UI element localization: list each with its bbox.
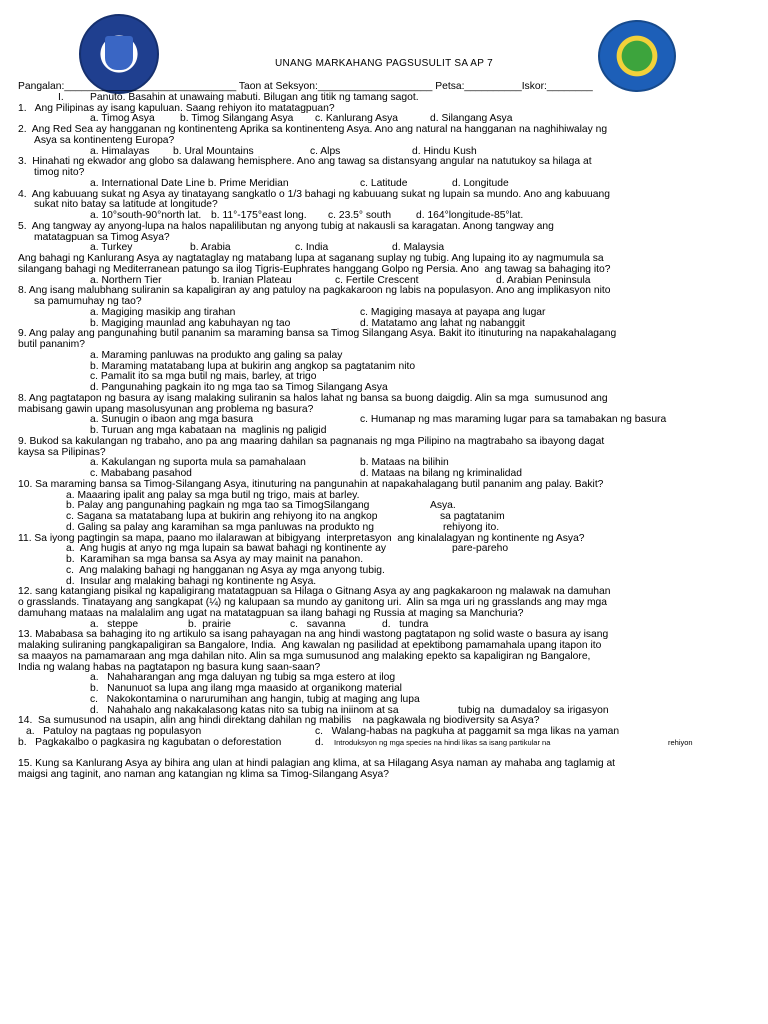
text-line (18, 93, 758, 104)
text-segment: c. Latitude (360, 177, 408, 189)
text-segment: a. Ang hugis at anyo ng mga lupain sa bawat bahagi ng kontinente ay (66, 543, 387, 555)
text-segment: malaking suliraning pangkapaligiran sa Bangalore, India. Ang kawalan ng pasilidad at epektibong pamamahala upang itapon ito (18, 640, 602, 651)
text-segment: d. Arabian Peninsula (496, 274, 591, 286)
text-segment: d. Insular ang malaking bahagi ng kontinente ng Asya. (66, 575, 317, 587)
text-segment: damuhang mataas na malalalim ang ugat na matatagpuan sa ilang bahagi ng Russia at maging sa Manchuria? (18, 607, 524, 619)
text-line (18, 738, 758, 749)
text-segment: a. steppe (90, 618, 139, 630)
text-segment: c. India (295, 242, 329, 254)
text-segment: o grasslands. Tinatayang ang sangkapat (¼) ng kalupaan sa mundo ay ganitong uri. Alin sa mga uri ng grasslands ang may mga (18, 597, 607, 608)
text-segment: rehiyon (668, 737, 693, 747)
text-line (18, 652, 758, 663)
text-segment: 9. Bukod sa kakulangan ng trabaho, ano pa ang maaring dahilan sa pagnanais ng mga Pilipino na magtrabaho sa ibayong dagat (18, 435, 605, 447)
text-segment: c. Alps (310, 145, 341, 157)
text-segment: a. Nahaharangan ang mga daluyan ng tubig sa mga estero at ilog (90, 672, 396, 684)
text-segment: c. Mababang pasahod (90, 468, 192, 479)
text-line (18, 329, 758, 340)
text-segment: c. Fertile Crescent (335, 274, 419, 286)
text-segment: b. Palay ang pangunahing pagkain ng mga tao sa TimogSilangang (66, 500, 370, 512)
text-segment: c. Walang-habas na pagkuha at paggamit sa mga likas na yaman (315, 726, 620, 737)
text-segment: 11. Sa iyong pagtingin sa mapa, paano mo ilalarawan at bibigyang interpretasyon ang kinalalagyan ng kontinente ng Asya? (18, 532, 585, 544)
text-segment: d. Pangunahing pagkain ito ng mga tao sa Timog Silangang Asya (90, 382, 388, 393)
text-line (18, 695, 758, 706)
text-segment: sukat nito batay sa latitude at longitude? (34, 199, 218, 211)
text-segment: 10. Sa maraming bansa sa Timog-Silangang Asya, itinuturing na pangunahin at napakahalagang butil pananim ang palay. Bakit? (18, 478, 604, 490)
text-line (18, 609, 758, 620)
text-segment: sa maayos na pamamaraan ang mga dahilan nito. Alin sa mga sumusunod ang malaking epekto sa kapaligiran ng Bangalore, (18, 650, 591, 662)
text-segment: c. Nakokontamina o narurumihan ang hangin, tubig at maging ang lupa (90, 693, 420, 705)
text-segment: d. Silangang Asya (430, 113, 513, 125)
text-segment: c. Sagana sa matatabang lupa at bukirin ang rehiyong ito na angkop (66, 511, 378, 522)
text-segment: a. Magiging masikip ang tirahan (90, 306, 236, 318)
text-segment: a. Sunugin o ibaon ang mga basura (90, 414, 254, 426)
text-line (18, 265, 758, 276)
text-segment: d. Nahahalo ang nakakalasong katas nito sa tubig na iniinom at sa (90, 704, 399, 716)
text-segment: d. tundra (382, 618, 429, 630)
text-segment: c. Ang malaking bahagi ng hangganan ng Asya ay mga anyong tubig. (66, 564, 385, 576)
text-segment: Ang bahagi ng Kanlurang Asya ay nagtataglay ng matabang lupa at saganang suplay ng tubig. Ang lupaing ito ay nagmumula sa (18, 253, 604, 264)
text-segment: d. Galing sa palay ang karamihan sa mga panluwas na produkto ng (66, 521, 374, 533)
text-segment: sa pagtatanim (440, 511, 505, 522)
text-segment: 9. Ang palay ang pangunahing butil pananim sa maraming bansa sa Timog Silangang Asya. Bakit ito itinuturing na napakahalagang (18, 328, 617, 340)
text-segment: 14. Sa sumusunod na usapin, alin ang hindi direktang dahilan ng mabilis na pagkawala ng biodiversity sa Asya? (18, 715, 540, 727)
text-segment: silangang bahagi ng Mediterranean patungo sa ilog Tigris-Euphrates hanggang Golpo ng Persia. Ano ang tawag sa bahaging ito? (18, 263, 611, 275)
text-segment: mabisang gawin upang masolusyunan ang problema ng basura? (18, 403, 314, 415)
text-line (18, 222, 758, 233)
text-segment: d. Malaysia (392, 242, 445, 254)
text-segment: b. 11°-175°east long. (211, 210, 307, 221)
text-segment: 3. Hinahati ng ekwador ang globo sa dalawang hemisphere. Ano ang tawag sa distansyang angular na natutukoy sa hilaga at (18, 156, 592, 168)
text-segment: 4. Ang kabuuang sukat ng Asya ay tinatayang sangkatlo o 1/3 bahagi ng kabuuang sukat ng lupain sa mundo. Ano ang kabuuang (18, 188, 610, 200)
text-segment: India ng walang habas na pagtatapon ng basura kung saan-saan? (18, 661, 321, 673)
text-segment: tubig na dumadaloy sa irigasyon (458, 704, 609, 716)
text-segment: c. Magiging masaya at payapa ang lugar (360, 306, 546, 318)
text-segment: b. Turuan ang mga kabataan na maglinis ng paligid (90, 425, 327, 436)
text-segment: pare-pareho (452, 543, 509, 555)
text-segment: Panuto. Basahin at unawaing mabuti. Bilugan ang titik ng tamang sagot. (90, 91, 419, 103)
text-segment: b. Arabia (190, 242, 231, 254)
text-segment: c. Humanap ng mas maraming lugar para sa tamabakan ng basura (360, 414, 667, 426)
text-segment: a. International Date Line b. Prime Meridian (90, 177, 289, 189)
text-line (18, 136, 758, 147)
text-segment: d. (315, 736, 324, 748)
text-line (18, 480, 758, 491)
text-segment: c. savanna (290, 618, 346, 630)
text-line (18, 437, 758, 448)
text-segment: maigsi ang taginit, ano naman ang katangian ng klima sa Timog-Silangang Asya? (18, 769, 389, 780)
text-segment: Asya sa kontinenteng Europa? (34, 134, 175, 146)
text-segment: butil pananim? (18, 339, 85, 350)
text-line (18, 179, 758, 190)
text-segment: Pangalan:______________________________ Taon at Seksyon:____________________ Petsa:__________Iskor:________ (18, 81, 593, 92)
text-line (18, 394, 758, 405)
text-segment: d. Matatamo ang lahat ng nabanggit (360, 317, 525, 329)
text-segment: c. 23.5° south (328, 210, 392, 221)
text-line (18, 770, 758, 781)
text-segment: d. Hindu Kush (412, 145, 477, 157)
text-segment: d. Mataas na bilang ng kriminalidad (360, 468, 522, 479)
text-segment: b. Mataas na bilihin (360, 457, 449, 469)
text-segment: b. Karamihan sa mga bansa sa Asya ay may mainit na panahon. (66, 554, 364, 565)
text-segment: c. Pamalit ito sa mga butil ng mais, barley, at trigo (90, 371, 317, 383)
text-segment: 1. Ang Pilipinas ay isang kapuluan. Saang rehiyon ito matatagpuan? (18, 102, 335, 114)
text-segment: b. Ural Mountains (173, 145, 254, 157)
text-segment: d. 164°longitude-85°lat. (416, 210, 524, 221)
text-line (18, 523, 758, 534)
text-line (18, 157, 758, 168)
text-segment: matatagpuan sa Timog Asya? (34, 231, 170, 243)
text-segment: 12. sang katangiang pisikal ng kapaligirang matatagpuan sa Hilaga o Gitnang Asya ay ang pagkakaroon ng malawak na damuhan (18, 586, 611, 598)
text-line (18, 308, 758, 319)
text-segment: b. Pagkakalbo o pagkasira ng kagubatan o deforestation (18, 736, 282, 748)
exam-body (18, 82, 758, 781)
text-segment: a. Kakulangan ng suporta mula sa pamahalaan (90, 457, 306, 469)
text-segment: kaysa sa Pilipinas? (18, 446, 106, 458)
text-segment: a. Maaaring ipalit ang palay sa mga butil ng trigo, mais at barley. (66, 489, 360, 501)
text-segment: timog nito? (34, 167, 85, 178)
text-segment: I. (58, 91, 64, 103)
text-segment: 13. Mababasa sa bahaging ito ng artikulo sa isang pahayagan na ang hindi wastong pagtatapon ng solid waste o basura ay isang (18, 629, 609, 641)
text-segment: 8. Ang isang malubhang suliranin sa kapaligiran ay ang patuloy na pagkakaroon ng labis na populasyon. Ano ang implikasyon nito (18, 285, 611, 297)
text-segment: b. prairie (188, 618, 231, 630)
text-line (18, 566, 758, 577)
text-segment: a. Northern Tier (90, 274, 162, 286)
text-segment: c. Kanlurang Asya (315, 113, 398, 125)
text-segment: a. Turkey (90, 242, 133, 254)
text-segment: b. Timog Silangang Asya (180, 113, 294, 125)
text-segment: a. Himalayas (90, 145, 150, 157)
text-segment: a. Timog Asya (90, 113, 155, 125)
text-line (18, 351, 758, 362)
text-segment: 5. Ang tangway ay anyong-lupa na halos napalilibutan ng anyong tubig at nakausli sa karagatan. Anong tangway ang (18, 220, 554, 232)
text-segment: 2. Ang Red Sea ay hangganan ng kontinenteng Aprika sa kontinenteng Asya. Ano ang natural na hangganan na naghihiwalay ng (18, 124, 608, 135)
text-segment: b. Magiging maunlad ang kabuhayan ng tao (90, 317, 291, 329)
text-segment: 15. Kung sa Kanlurang Asya ay bihira ang ulan at hindi palagian ang klima, at sa Hilagang Asya naman ay mahaba ang taglamig at (18, 758, 616, 770)
text-segment: rehiyong ito. (443, 521, 500, 533)
text-segment: d. Longitude (452, 177, 509, 189)
text-segment: Asya. (430, 500, 456, 512)
text-segment: 8. Ang pagtatapon ng basura ay isang malaking suliranin sa halos lahat ng bansa sa buong daigdig. Alin sa mga sumusunod ang (18, 392, 608, 404)
text-segment: Introduksyon ng mga species na hindi likas sa isang partikular na (334, 737, 551, 747)
text-segment: b. Maraming matatabang lupa at bukirin ang angkop sa pagtatanim nito (90, 360, 416, 372)
text-segment: a. Patuloy na pagtaas ng populasyon (26, 726, 202, 737)
text-segment: sa pamumuhay ng tao? (34, 296, 142, 307)
text-segment: a. 10°south-90°north lat. (90, 210, 202, 221)
text-segment: a. Maraming panluwas na produkto ang galing sa palay (90, 349, 343, 361)
text-segment: b. Nanunuot sa lupa ang ilang mga maasido at organikong material (90, 683, 402, 694)
text-segment: b. Iranian Plateau (211, 274, 292, 286)
exam-title: UNANG MARKAHANG PAGSUSULIT SA AP 7 (274, 58, 494, 69)
